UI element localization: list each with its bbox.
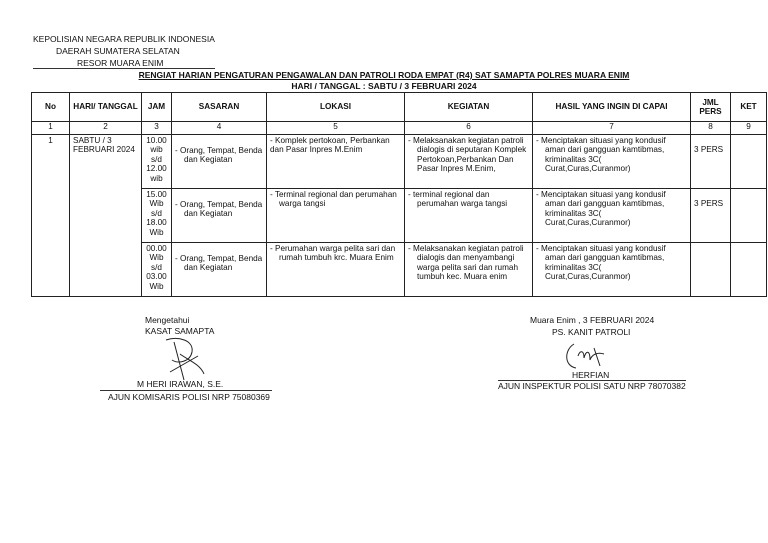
location-cell: - Terminal regional dan perumahan warga tangsi	[267, 189, 405, 243]
signer-position: PS. KANIT PATROLI	[552, 327, 631, 337]
time-cell: 15.00 Wib s/d 18.00 Wib	[142, 189, 172, 243]
signature-right-scribble	[560, 340, 612, 372]
col-number: 7	[533, 122, 691, 135]
header-underline	[33, 68, 215, 69]
target-cell: - Orang, Tempat, Benda dan Kegiatan	[172, 243, 267, 297]
signature-left-scribble	[158, 334, 208, 384]
row-date: SABTU / 3 FEBRUARI 2024	[70, 135, 142, 297]
table-row	[32, 243, 767, 297]
col-number: 5	[267, 122, 405, 135]
institution-name: KEPOLISIAN NEGARA REPUBLIK INDONESIA	[33, 34, 215, 44]
target-cell: - Orang, Tempat, Benda dan Kegiatan	[172, 135, 267, 189]
col-number: 3	[142, 122, 172, 135]
notes-cell	[731, 189, 767, 243]
activity-cell: - Melaksanakan kegiatan patroli dialogis dan menyambangi warga pelita sari dan rumah tumbuh kec. Muara enim	[405, 243, 533, 297]
personnel-cell: 3 PERS	[691, 189, 731, 243]
col-header-activity: KEGIATAN	[405, 93, 533, 122]
place-date: Muara Enim , 3 FEBRUARI 2024	[530, 315, 655, 325]
column-number-row	[32, 122, 767, 135]
col-header-date: HARI/ TANGGAL	[70, 93, 142, 122]
approver-name: M HERI IRAWAN, S.E.	[137, 379, 224, 389]
signer-rank: AJUN INSPEKTUR POLISI SATU NRP 78070382	[498, 381, 686, 391]
resort-name: RESOR MUARA ENIM	[77, 58, 164, 68]
approver-rank: AJUN KOMISARIS POLISI NRP 75080369	[108, 392, 270, 402]
col-header-result: HASIL YANG INGIN DI CAPAI	[533, 93, 691, 122]
col-number: 6	[405, 122, 533, 135]
signature-line-left	[100, 390, 272, 391]
col-header-target: SASARAN	[172, 93, 267, 122]
personnel-cell	[691, 243, 731, 297]
header-row	[32, 93, 767, 122]
result-cell: - Menciptakan situasi yang kondusif aman dari gangguan kamtibmas, kriminalitas 3C( Curat,Curas,Curanmor)	[533, 189, 691, 243]
approver-position: KASAT SAMAPTA	[145, 326, 215, 336]
time-cell: 10.00 wib s/d 12.00 wib	[142, 135, 172, 189]
activity-cell: - Melaksanakan kegiatan patroli dialogis di seputaran Komplek Pertokoan,Perbankan Dan Pasar Inpres M.Enim,	[405, 135, 533, 189]
region-name: DAERAH SUMATERA SELATAN	[56, 46, 180, 56]
row-number: 1	[32, 135, 70, 297]
col-header-location: LOKASI	[267, 93, 405, 122]
col-header-no: No	[32, 93, 70, 122]
personnel-cell: 3 PERS	[691, 135, 731, 189]
time-cell: 00.00 Wib s/d 03.00 Wib	[142, 243, 172, 297]
target-cell: - Orang, Tempat, Benda dan Kegiatan	[172, 189, 267, 243]
col-header-notes: KET	[731, 93, 767, 122]
notes-cell	[731, 135, 767, 189]
col-header-personnel: JML PERS	[691, 93, 731, 122]
document-title: RENGIAT HARIAN PENGATURAN PENGAWALAN DAN PATROLI RODA EMPAT (R4) SAT SAMAPTA POLRES MUARA ENIM	[138, 70, 630, 80]
col-header-time: JAM	[142, 93, 172, 122]
table-row	[32, 189, 767, 243]
notes-cell	[731, 243, 767, 297]
activity-table	[31, 92, 767, 297]
col-number: 4	[172, 122, 267, 135]
document-subtitle: HARI / TANGGAL : SABTU / 3 FEBRUARI 2024	[291, 81, 477, 91]
activity-cell: - terminal regional dan perumahan warga tangsi	[405, 189, 533, 243]
result-cell: - Menciptakan situasi yang kondusif aman dari gangguan kamtibmas, kriminalitas 3C( Curat,Curas,Curanmor)	[533, 243, 691, 297]
col-number: 8	[691, 122, 731, 135]
col-number: 2	[70, 122, 142, 135]
location-cell: - Komplek pertokoan, Perbankan dan Pasar Inpres M.Enim	[267, 135, 405, 189]
result-cell: - Menciptakan situasi yang kondusif aman dari gangguan kamtibmas, kriminalitas 3C( Curat,Curas,Curanmor)	[533, 135, 691, 189]
col-number: 9	[731, 122, 767, 135]
table-row	[32, 135, 767, 189]
approval-label: Mengetahui	[145, 315, 190, 325]
signer-name: HERFIAN	[572, 370, 610, 380]
col-number: 1	[32, 122, 70, 135]
location-cell: - Perumahan warga pelita sari dan rumah tumbuh krc. Muara Enim	[267, 243, 405, 297]
